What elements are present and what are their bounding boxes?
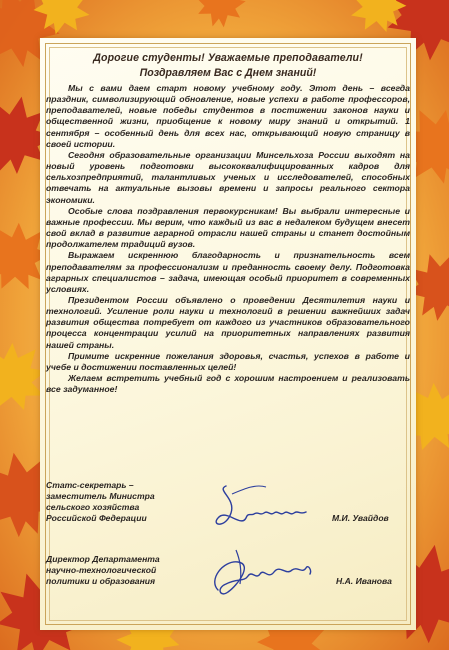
paragraph-2: Сегодня образовательные организации Минсельхоза России выходят на новый уровень подготовки высококвалифицированных кадров для сельхозпредприятий, талантливых ученых и исследователей, способных отвечать на актуальные вызовы времени и запросы реального сектора экономики. <box>46 149 410 205</box>
greeting-line-1: Дорогие студенты! Уважаемые преподаватели! <box>93 52 363 64</box>
letter-content <box>46 44 410 624</box>
signatory-1-title-line: Статс-секретарь – <box>46 480 134 490</box>
signatory-2-title-line: научно-технологической <box>46 565 157 575</box>
signatures-section <box>46 480 410 620</box>
signatory-1-title-line: заместитель Министра <box>46 491 155 501</box>
paragraph-6: Примите искренние пожелания здоровья, счастья, успехов в работе и учебе и достижении поставленных целей! <box>46 350 410 372</box>
signatory-1-name: М.И. Увайдов <box>332 513 389 523</box>
signatory-2-title-line: политики и образования <box>46 576 156 586</box>
signatory-1-title-line: Российской Федерации <box>46 513 147 523</box>
greeting-line-2: Поздравляем Вас с Днем знаний! <box>139 67 317 79</box>
paragraph-7: Желаем встретить учебный год с хорошим настроением и реализовать все задуманное! <box>46 373 410 395</box>
paragraph-5: Президентом России объявлено о проведении Десятилетия науки и технологий. Усиление роли науки и технологий в решении важнейших задач развития общества потребует от каждого из участников образовательного процесса концентрации усилий на приоритетных направлениях развития нашей страны. <box>46 294 410 350</box>
paragraph-3: Особые слова поздравления первокурсникам! Вы выбрали интересные и важные профессии. Мы верим, что каждый из вас в недалеком будущем внесет свой вклад в развитие аграрной отрасли нашей страны и станет достойным продолжателем традиций вузов. <box>46 205 410 250</box>
paragraph-4: Выражаем искреннюю благодарность и признательность всем преподавателям за профессионализм и преданность своему делу. Подготовка аграрных специалистов – задача, имеющая особый приоритет в современных условиях. <box>46 250 410 294</box>
letter-body <box>46 83 410 395</box>
signatory-1-title-line: сельского хозяйства <box>46 502 140 512</box>
paragraph-1: Мы с вами даем старт новому учебному году. Этот день – всегда праздник, символизирующий обновление, новые успехи в работе профессоров, преподавателей, новые победы студентов в постижении законов науки и общественной жизни, приобщение к новому миру знаний и открытий. 1 сентября – особенный день для всех нас, открывающий новую страницу в своей истории. <box>46 83 410 149</box>
signatory-2-title <box>46 554 160 587</box>
signatory-2-title-line: Директор Департамента <box>46 554 160 564</box>
signatory-1-title <box>46 480 155 524</box>
signature-2-handwritten <box>198 540 338 606</box>
signatory-2-name: Н.А. Иванова <box>336 576 392 586</box>
signature-1-handwritten <box>196 478 336 538</box>
